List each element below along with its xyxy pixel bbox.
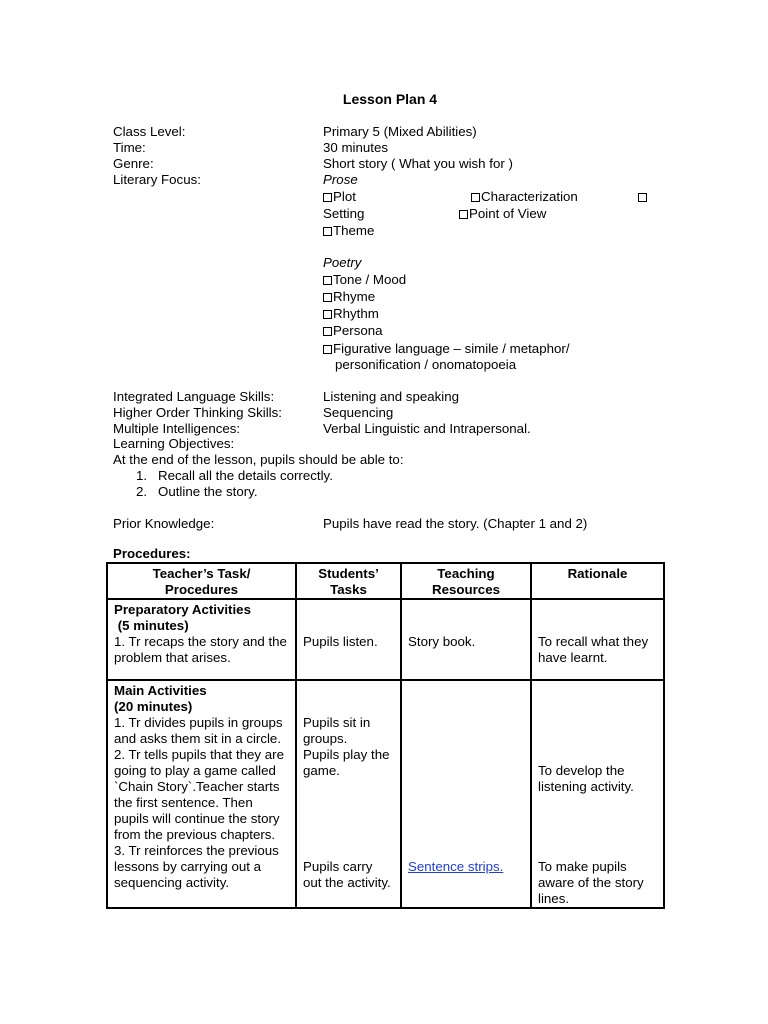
class-level-label: Class Level: [113,124,186,139]
hots-row [113,405,673,421]
page-title: Lesson Plan 4 [342,91,438,107]
main-duration: (20 minutes) [114,699,193,714]
genre-value: Short story ( What you wish for ) [323,156,513,171]
checkbox-icon[interactable] [459,210,468,219]
objective-number: 1. [136,468,148,483]
multiple-intelligences-row [113,421,673,437]
learning-objectives-row [113,436,673,452]
main-title: Main Activities [114,683,207,698]
prose-item-setting-label: Setting [323,206,365,221]
literary-focus-label: Literary Focus: [113,172,201,187]
prep-rationale-cell: To recall what they have learnt. [531,599,664,680]
poetry-item-rhyme: Rhyme [323,289,375,305]
multiple-intelligences-label: Multiple Intelligences: [113,421,241,436]
table-row [107,680,664,908]
main-step-1: 1. Tr divides pupils in groups and asks them sit in a circle. [114,715,283,746]
hots-value: Sequencing [323,405,394,420]
checkbox-icon[interactable] [638,193,647,202]
header-rationale: Rationale [531,563,664,599]
objective-item [136,484,258,500]
poetry-item-tone: Tone / Mood [323,272,406,288]
poetry-item-figurative-continued: personification / onomatopoeia [335,357,517,372]
literary-focus-row [113,172,673,188]
checkbox-icon[interactable] [323,193,332,202]
poetry-item-rhythm: Rhythm [323,306,379,322]
time-value: 30 minutes [323,140,389,155]
main-rationale-cell: To develop the listening activity. To make pupils aware of the story lines. [531,680,664,908]
procedures-title: Procedures: [113,546,191,561]
checkbox-icon[interactable] [323,293,332,302]
integrated-skills-label: Integrated Language Skills: [113,389,275,404]
main-step-2: 2. Tr tells pupils that they are going to play a game called `Chain Story`.Teacher starts the first sentence. Then pupils will continue the story from the previous chapters. [114,747,284,842]
genre-label: Genre: [113,156,154,171]
main-teacher-cell [107,680,296,908]
prose-item-theme: Theme [323,223,374,239]
time-label: Time: [113,140,146,155]
prep-step-1: 1. Tr recaps the story and the problem that arises. [114,634,287,665]
prose-item-characterization: Characterization [471,189,578,205]
class-level-value: Primary 5 (Mixed Abilities) [323,124,477,139]
prep-students-cell: Pupils listen. [296,599,401,680]
literary-focus-value: Prose [323,172,358,187]
sentence-strips-link[interactable]: Sentence strips. [408,859,504,874]
main-students-cell: Pupils sit in groups. Pupils play the game. Pupils carry out the activity. [296,680,401,908]
poetry-heading: Poetry [323,255,362,270]
main-step-3: 3. Tr reinforces the previous lessons by carrying out a sequencing activity. [114,843,279,890]
learning-objectives-label: Learning Objectives: [113,436,235,451]
class-level-row [113,124,673,140]
objectives-intro: At the end of the lesson, pupils should be able to: [113,452,404,467]
prep-title: Preparatory Activities [114,602,251,617]
time-row [113,140,673,156]
objective-text: Recall all the details correctly. [158,468,333,483]
integrated-skills-row [113,389,673,405]
main-resources-cell [401,680,531,908]
prose-item-plot: Plot [323,189,356,205]
integrated-skills-value: Listening and speaking [323,389,460,404]
checkbox-icon[interactable] [323,327,332,336]
prior-knowledge-label: Prior Knowledge: [113,516,215,531]
header-teaching-resources: Teaching Resources [401,563,531,599]
genre-row [113,156,673,172]
objective-number: 2. [136,484,148,499]
prep-resources-cell: Story book. [401,599,531,680]
table-row [107,599,664,680]
prose-item-setting-checkbox [638,189,648,205]
prose-item-point-of-view: Point of View [459,206,546,222]
checkbox-icon[interactable] [471,193,480,202]
checkbox-icon[interactable] [323,345,332,354]
prep-teacher-cell [107,599,296,680]
checkbox-icon[interactable] [323,276,332,285]
poetry-item-figurative: Figurative language – simile / metaphor/ [323,341,570,357]
header-students-tasks: Students’ Tasks [296,563,401,599]
header-teachers-task: Teacher’s Task/ Procedures [107,563,296,599]
prep-duration: (5 minutes) [114,618,189,633]
hots-label: Higher Order Thinking Skills: [113,405,282,420]
table-header-row [107,563,664,599]
objective-item [136,468,333,484]
prior-knowledge-value: Pupils have read the story. (Chapter 1 and 2) [323,516,588,531]
prior-knowledge-row [113,516,673,532]
poetry-item-persona: Persona [323,323,383,339]
checkbox-icon[interactable] [323,310,332,319]
objective-text: Outline the story. [158,484,258,499]
checkbox-icon[interactable] [323,227,332,236]
multiple-intelligences-value: Verbal Linguistic and Intrapersonal. [323,421,531,436]
procedures-table [106,562,665,909]
